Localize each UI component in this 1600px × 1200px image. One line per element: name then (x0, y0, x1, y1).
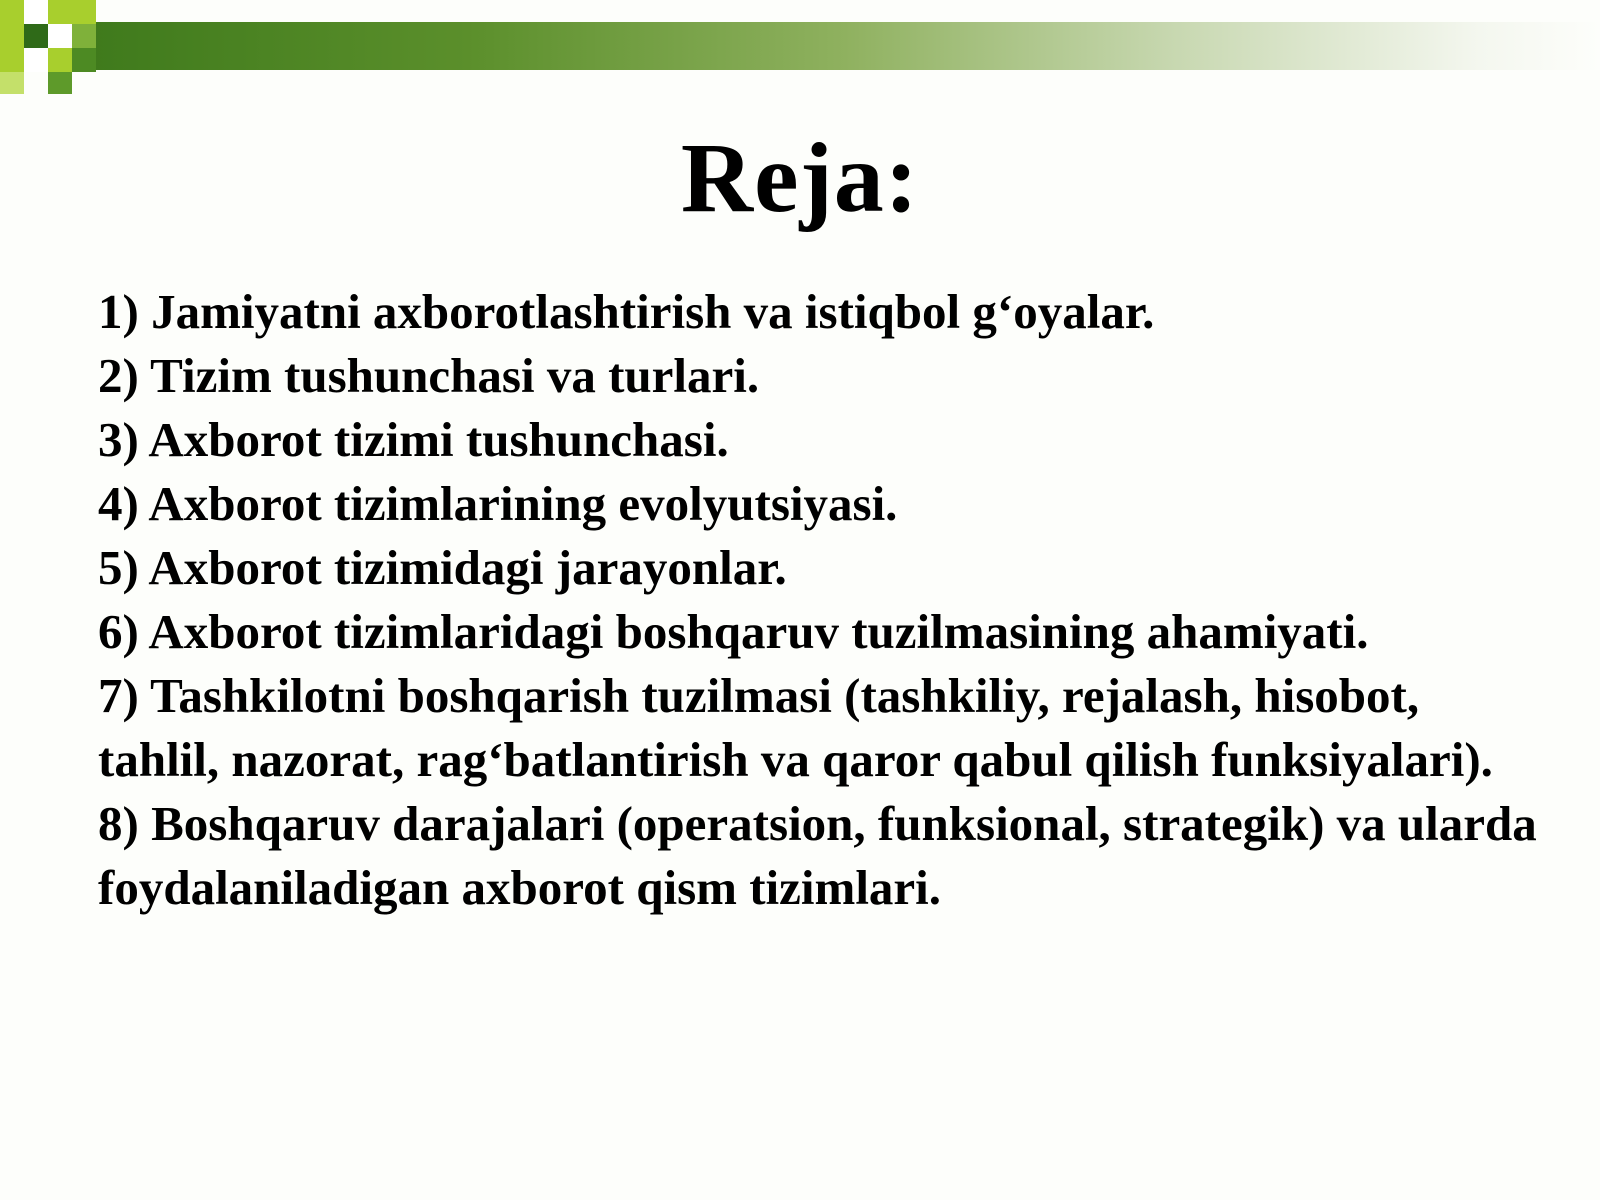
plan-item-5: 5) Axborot tizimidagi jarayonlar. (98, 540, 787, 595)
decor-square (24, 0, 48, 24)
plan-list (98, 280, 1538, 920)
plan-item-8: 8) Boshqaruv darajalari (operatsion, funksional, strategik) va ularda foydalaniladigan axborot qism tizimlari. (98, 796, 1537, 915)
decor-square (24, 48, 48, 72)
slide-title: Reja: (680, 122, 920, 233)
plan-item-3: 3) Axborot tizimi tushunchasi. (98, 412, 729, 467)
decor-square (48, 0, 72, 24)
decor-square (24, 24, 48, 48)
decor-square (72, 0, 96, 24)
decor-square (48, 24, 72, 48)
decor-square (48, 48, 72, 72)
plan-item-7: 7) Tashkilotni boshqarish tuzilmasi (tashkiliy, rejalash, hisobot, tahlil, nazorat, rag‘batlantirish va qaror qabul qilish funksiyalari). (98, 668, 1493, 787)
decor-square (72, 48, 96, 72)
plan-item-4: 4) Axborot tizimlarining evolyutsiyasi. (98, 476, 898, 531)
decor-square (0, 24, 24, 48)
decor-square (72, 24, 96, 48)
decor-square (0, 48, 24, 72)
plan-item-2: 2) Tizim tushunchasi va turlari. (98, 348, 760, 403)
decor-square (48, 72, 72, 94)
decor-square (0, 0, 24, 24)
plan-item-6: 6) Axborot tizimlaridagi boshqaruv tuzilmasining ahamiyati. (98, 604, 1369, 659)
plan-item-1: 1) Jamiyatni axborotlashtirish va istiqbol g‘oyalar. (98, 284, 1155, 339)
decor-square (0, 72, 24, 94)
header-gradient-bar (90, 22, 1600, 70)
